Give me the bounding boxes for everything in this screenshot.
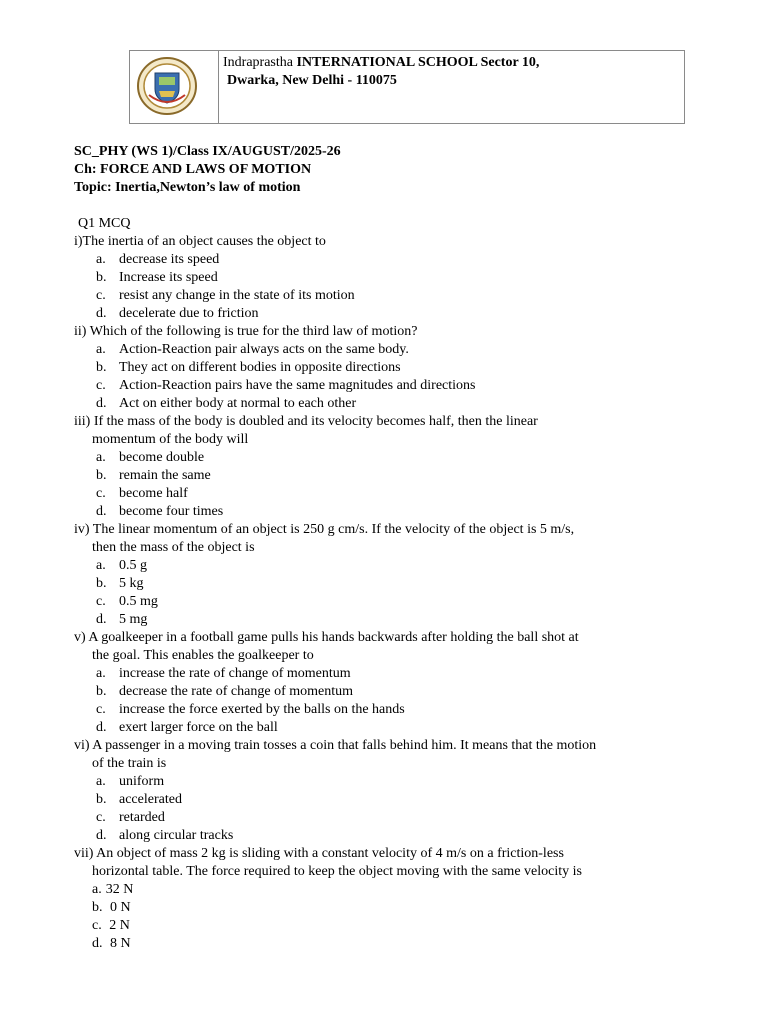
option-text: become double xyxy=(119,450,205,465)
answer-option xyxy=(74,611,714,629)
option-label: c. xyxy=(96,486,106,501)
option-text: remain the same xyxy=(119,468,211,483)
school-header-table xyxy=(129,50,685,124)
option-text: along circular tracks xyxy=(119,828,234,843)
answer-option xyxy=(74,899,714,917)
option-label: c. xyxy=(96,378,106,393)
option-label: c. xyxy=(96,288,106,303)
question-list xyxy=(74,233,714,953)
answer-option xyxy=(74,917,714,935)
answer-option xyxy=(74,809,714,827)
option-label: d. xyxy=(96,396,107,411)
option-text: become half xyxy=(119,486,188,501)
option-list xyxy=(74,557,714,629)
option-label: a. xyxy=(96,558,106,573)
question-text-continued: the goal. This enables the goalkeeper to xyxy=(92,648,314,663)
answer-option xyxy=(74,773,714,791)
answer-option xyxy=(74,377,714,395)
answer-option xyxy=(74,251,714,269)
answer-option xyxy=(74,557,714,575)
answer-option xyxy=(74,287,714,305)
question-text-continued: then the mass of the object is xyxy=(92,540,255,555)
option-text: 8 N xyxy=(106,936,131,951)
option-text: 0.5 g xyxy=(119,558,147,573)
option-text: 0 N xyxy=(106,900,131,915)
option-label: d. xyxy=(96,612,107,627)
option-text: Act on either body at normal to each other xyxy=(119,396,357,411)
answer-option xyxy=(74,449,714,467)
option-label: a. xyxy=(92,882,102,897)
option-label: a. xyxy=(96,450,106,465)
option-label: b. xyxy=(96,468,107,483)
answer-option xyxy=(74,467,714,485)
question-text: v) A goalkeeper in a football game pulls his hands backwards after holding the ball shot at xyxy=(74,630,579,645)
option-label: b. xyxy=(96,792,107,807)
option-label: a. xyxy=(96,774,106,789)
section-title: Q1 MCQ xyxy=(78,216,131,231)
question xyxy=(74,323,714,413)
option-label: d. xyxy=(92,936,103,951)
option-label: d. xyxy=(96,306,107,321)
school-prefix: Indraprastha xyxy=(223,55,293,70)
logo-cell xyxy=(130,51,219,123)
option-label: c. xyxy=(96,810,106,825)
option-list xyxy=(74,251,714,323)
option-list xyxy=(74,341,714,413)
option-text: decelerate due to friction xyxy=(119,306,259,321)
answer-option xyxy=(74,395,714,413)
chapter-title: Ch: FORCE AND LAWS OF MOTION xyxy=(74,162,312,177)
answer-option xyxy=(74,701,714,719)
worksheet-content xyxy=(74,215,714,953)
question-text: i)The inertia of an object causes the object to xyxy=(74,234,326,249)
answer-option xyxy=(74,719,714,737)
option-text: 5 kg xyxy=(119,576,144,591)
question-text: iv) The linear momentum of an object is 250 g cm/s. If the velocity of the object is 5 m/s, xyxy=(74,522,575,537)
answer-option xyxy=(74,935,714,953)
answer-option xyxy=(74,575,714,593)
option-text: increase the force exerted by the balls on the hands xyxy=(119,702,405,717)
option-label: c. xyxy=(92,918,102,933)
worksheet-code: SC_PHY (WS 1)/Class IX/AUGUST/2025-26 xyxy=(74,144,341,159)
option-label: a. xyxy=(96,666,106,681)
option-text: uniform xyxy=(119,774,165,789)
option-list xyxy=(74,881,714,953)
option-text: 32 N xyxy=(105,882,134,897)
option-label: a. xyxy=(96,342,106,357)
option-text: exert larger force on the ball xyxy=(119,720,278,735)
answer-option xyxy=(74,359,714,377)
option-label: c. xyxy=(96,702,106,717)
option-text: retarded xyxy=(119,810,165,825)
option-list xyxy=(74,449,714,521)
question xyxy=(74,845,714,953)
option-label: b. xyxy=(96,684,107,699)
option-text: They act on different bodies in opposite directions xyxy=(119,360,401,375)
answer-option xyxy=(74,269,714,287)
option-label: b. xyxy=(96,360,107,375)
answer-option xyxy=(74,341,714,359)
option-text: 0.5 mg xyxy=(119,594,158,609)
answer-option xyxy=(74,305,714,323)
question xyxy=(74,629,714,737)
school-address: Dwarka, New Delhi - 110075 xyxy=(227,73,397,88)
option-list xyxy=(74,665,714,737)
option-label: d. xyxy=(96,504,107,519)
topic-title: Topic: Inertia,Newton’s law of motion xyxy=(74,180,301,195)
option-label: d. xyxy=(96,720,107,735)
answer-option xyxy=(74,827,714,845)
answer-option xyxy=(74,593,714,611)
option-text: accelerated xyxy=(119,792,182,807)
option-label: b. xyxy=(96,270,107,285)
option-text: resist any change in the state of its motion xyxy=(119,288,355,303)
answer-option xyxy=(74,485,714,503)
question xyxy=(74,233,714,323)
option-label: b. xyxy=(96,576,107,591)
option-text: become four times xyxy=(119,504,224,519)
question-text-continued: momentum of the body will xyxy=(92,432,249,447)
school-name: INTERNATIONAL SCHOOL Sector 10, xyxy=(292,55,540,70)
question-text-continued: horizontal table. The force required to keep the object moving with the same velocity is xyxy=(92,864,582,879)
answer-option xyxy=(74,665,714,683)
option-label: a. xyxy=(96,252,106,267)
option-text: decrease its speed xyxy=(119,252,220,267)
question xyxy=(74,413,714,521)
question xyxy=(74,521,714,629)
option-label: b. xyxy=(92,900,103,915)
school-address-block xyxy=(223,54,539,90)
answer-option xyxy=(74,503,714,521)
answer-option xyxy=(74,683,714,701)
worksheet-meta xyxy=(74,143,341,197)
question-text-continued: of the train is xyxy=(92,756,167,771)
option-text: increase the rate of change of momentum xyxy=(119,666,351,681)
question xyxy=(74,737,714,845)
question-text: iii) If the mass of the body is doubled and its velocity becomes half, then the linear xyxy=(74,414,538,429)
option-text: decrease the rate of change of momentum xyxy=(119,684,354,699)
school-crest-logo xyxy=(135,55,199,117)
option-text: Action-Reaction pairs have the same magnitudes and directions xyxy=(119,378,476,393)
question-text: vii) An object of mass 2 kg is sliding with a constant velocity of 4 m/s on a friction-less xyxy=(74,846,564,861)
question-text: ii) Which of the following is true for the third law of motion? xyxy=(74,324,418,339)
answer-option xyxy=(74,791,714,809)
school-name-line xyxy=(223,54,539,72)
option-label: c. xyxy=(96,594,106,609)
question-text: vi) A passenger in a moving train tosses a coin that falls behind him. It means that the motion xyxy=(74,738,597,753)
option-list xyxy=(74,773,714,845)
answer-option xyxy=(74,881,714,899)
option-text: Increase its speed xyxy=(119,270,218,285)
option-text: 5 mg xyxy=(119,612,148,627)
option-text: Action-Reaction pair always acts on the same body. xyxy=(119,342,409,357)
option-text: 2 N xyxy=(105,918,130,933)
option-label: d. xyxy=(96,828,107,843)
